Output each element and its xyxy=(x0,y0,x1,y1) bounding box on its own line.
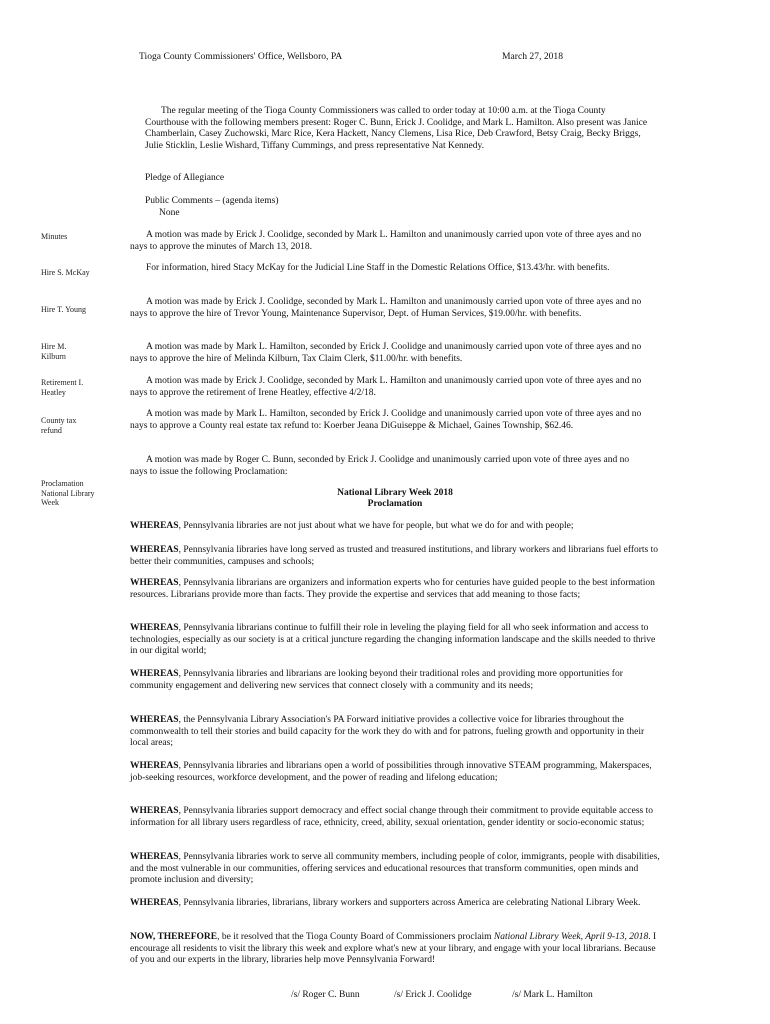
header-office: Tioga County Commissioners' Office, Wellsboro, PA xyxy=(139,51,343,62)
whereas-4: WHEREAS, Pennsylvania librarians continue to fulfill their role in leveling the playing field for all who seek information and access to technologies, especially as our society is at a critical juncture regarding the changing information landscape and the skills needed to thrive in our digital world; xyxy=(130,623,656,657)
margin-hire-young: Hire T. Young xyxy=(41,305,87,314)
whereas-2: WHEREAS, Pennsylvania libraries have long served as trusted and treasured institutions, and library workers and librarians fuel efforts to better their communities, campuses and schools; xyxy=(130,545,659,567)
motion-minutes: A motion was made by Erick J. Coolidge, seconded by Mark L. Hamilton and unanimously carried upon vote of three ayes and no nays to approve the minutes of March 13, 2018. xyxy=(130,230,642,252)
margin-tax-refund: County tax refund xyxy=(41,416,77,435)
margin-hire-kilburn: Hire M. Kilburn xyxy=(41,342,67,361)
signature-bunn: /s/ Roger C. Bunn xyxy=(291,990,360,1000)
whereas-5: WHEREAS, Pennsylvania libraries and librarians are looking beyond their traditional roles and providing more opportunities for community engagement and delivering new services that connect closely with a community and its needs; xyxy=(130,669,623,691)
signature-hamilton: /s/ Mark L. Hamilton xyxy=(512,990,593,1000)
whereas-1: WHEREAS, Pennsylvania libraries are not just about what we have for people, but what we do for and with people; xyxy=(130,521,574,531)
margin-minutes: Minutes xyxy=(41,232,68,241)
whereas-8: WHEREAS, Pennsylvania libraries support democracy and effect social change through their commitment to provide equitable access to information for all library users regardless of race, ethnicity, creed, ability, sexual orientation, gender identity or socio-economic status; xyxy=(130,806,653,828)
opening-paragraph: The regular meeting of the Tioga County Commissioners was called to order today at 10:00 a.m. at the Tioga County Courthouse with the following members present: Roger C. Bunn, Erick J. Coolidge, and Mark L. Hamilton. Also present was Janice Chamberlain, Casey Zuchowski, Marc Rice, Kera Hackett, Nancy Clemens, Lisa Rice, Deb Crawford, Betsy Craig, Becky Briggs, Julie Sticklin, Leslie Wishard, Tiffany Cummings, and press representative Nat Kennedy. xyxy=(145,106,648,151)
whereas-label: WHEREAS xyxy=(130,761,179,771)
whereas-label: WHEREAS xyxy=(130,669,179,679)
whereas-label: WHEREAS xyxy=(130,806,179,816)
motion-young: A motion was made by Erick J. Coolidge, seconded by Mark L. Hamilton and unanimously carried upon vote of three ayes and no nays to approve the hire of Trevor Young, Maintenance Supervisor, Dept. of Human Services, $19.00/hr. with benefits. xyxy=(130,297,642,319)
proclamation-subtitle: Proclamation xyxy=(367,499,423,509)
margin-hire-mckay: Hire S. McKay xyxy=(41,268,90,277)
whereas-label: WHEREAS xyxy=(130,715,179,725)
motion-tax-refund: A motion was made by Mark L. Hamilton, seconded by Erick J. Coolidge and unanimously carried upon vote of three ayes and no nays to approve a County real estate tax refund to: Koerber Jeana DiGuiseppe & Michael, Gaines Township, $62.46. xyxy=(130,409,642,431)
now-therefore: NOW, THEREFORE, be it resolved that the Tioga County Board of Commissioners proclaim National Library Week, April 9-13, 2018. I encourage all residents to visit the library this week and explore what's new at your library, and engage with your local librarians. Because of you and our experts in the library, libraries help move Pennsylvania Forward! xyxy=(130,932,657,966)
therefore-italic: National Library Week, April 9-13, 2018 xyxy=(493,932,649,942)
proclamation-title: National Library Week 2018 xyxy=(337,488,453,498)
margin-retirement: Retirement I. Heatley xyxy=(41,378,84,397)
whereas-3: WHEREAS, Pennsylvania librarians are organizers and information experts who for centuries have guided people to the best information resources. Librarians provide more than facts. They provide the expertise and services that add meaning to those facts; xyxy=(130,578,655,600)
whereas-label: WHEREAS xyxy=(130,521,179,531)
whereas-label: WHEREAS xyxy=(130,852,179,862)
whereas-9: WHEREAS, Pennsylvania libraries work to serve all community members, including people of color, immigrants, people with disabilities, and the most vulnerable in our communities, offering services and educational resources that transform communities, open minds and promote inclusion and diversity; xyxy=(130,852,660,886)
motion-proclamation: A motion was made by Roger C. Bunn, seconded by Erick J. Coolidge and unanimously carried upon vote of three ayes and no nays to issue the following Proclamation: xyxy=(130,455,630,477)
motion-mckay: For information, hired Stacy McKay for the Judicial Line Staff in the Domestic Relations Office, $13.43/hr. with benefits. xyxy=(146,263,610,273)
whereas-label: WHEREAS xyxy=(130,578,179,588)
whereas-label: WHEREAS xyxy=(130,898,179,908)
public-comments: Public Comments – (agenda items) xyxy=(145,196,279,206)
public-comments-none: None xyxy=(159,208,180,218)
motion-retirement: A motion was made by Erick J. Coolidge, seconded by Mark L. Hamilton and unanimously carried upon vote of three ayes and no nays to approve the retirement of Irene Heatley, effective 4/2/18. xyxy=(130,376,642,398)
whereas-label: WHEREAS xyxy=(130,545,179,555)
whereas-10: WHEREAS, Pennsylvania libraries, librarians, library workers and supporters across America are celebrating National Library Week. xyxy=(130,898,641,908)
whereas-6: WHEREAS, the Pennsylvania Library Association's PA Forward initiative provides a collective voice for libraries throughout the commonwealth to tell their stories and build capacity for the work they do with and for patrons, fueling growth and opportunity in their local areas; xyxy=(130,715,645,749)
pledge: Pledge of Allegiance xyxy=(145,173,225,183)
whereas-7: WHEREAS, Pennsylvania libraries and librarians open a world of possibilities through innovative STEAM programming, Makerspaces, job-seeking resources, workforce development, and the power of reading and lifelong education; xyxy=(130,761,652,783)
margin-proclamation: Proclamation National Library Week xyxy=(41,479,95,508)
header-date: March 27, 2018 xyxy=(502,51,564,62)
motion-kilburn: A motion was made by Mark L. Hamilton, seconded by Erick J. Coolidge and unanimously carried upon vote of three ayes and no nays to approve the hire of Melinda Kilburn, Tax Claim Clerk, $11.00/hr. with benefits. xyxy=(130,342,642,364)
therefore-label: NOW, THEREFORE xyxy=(130,932,218,942)
signature-coolidge: /s/ Erick J. Coolidge xyxy=(394,990,472,1000)
whereas-label: WHEREAS xyxy=(130,623,179,633)
